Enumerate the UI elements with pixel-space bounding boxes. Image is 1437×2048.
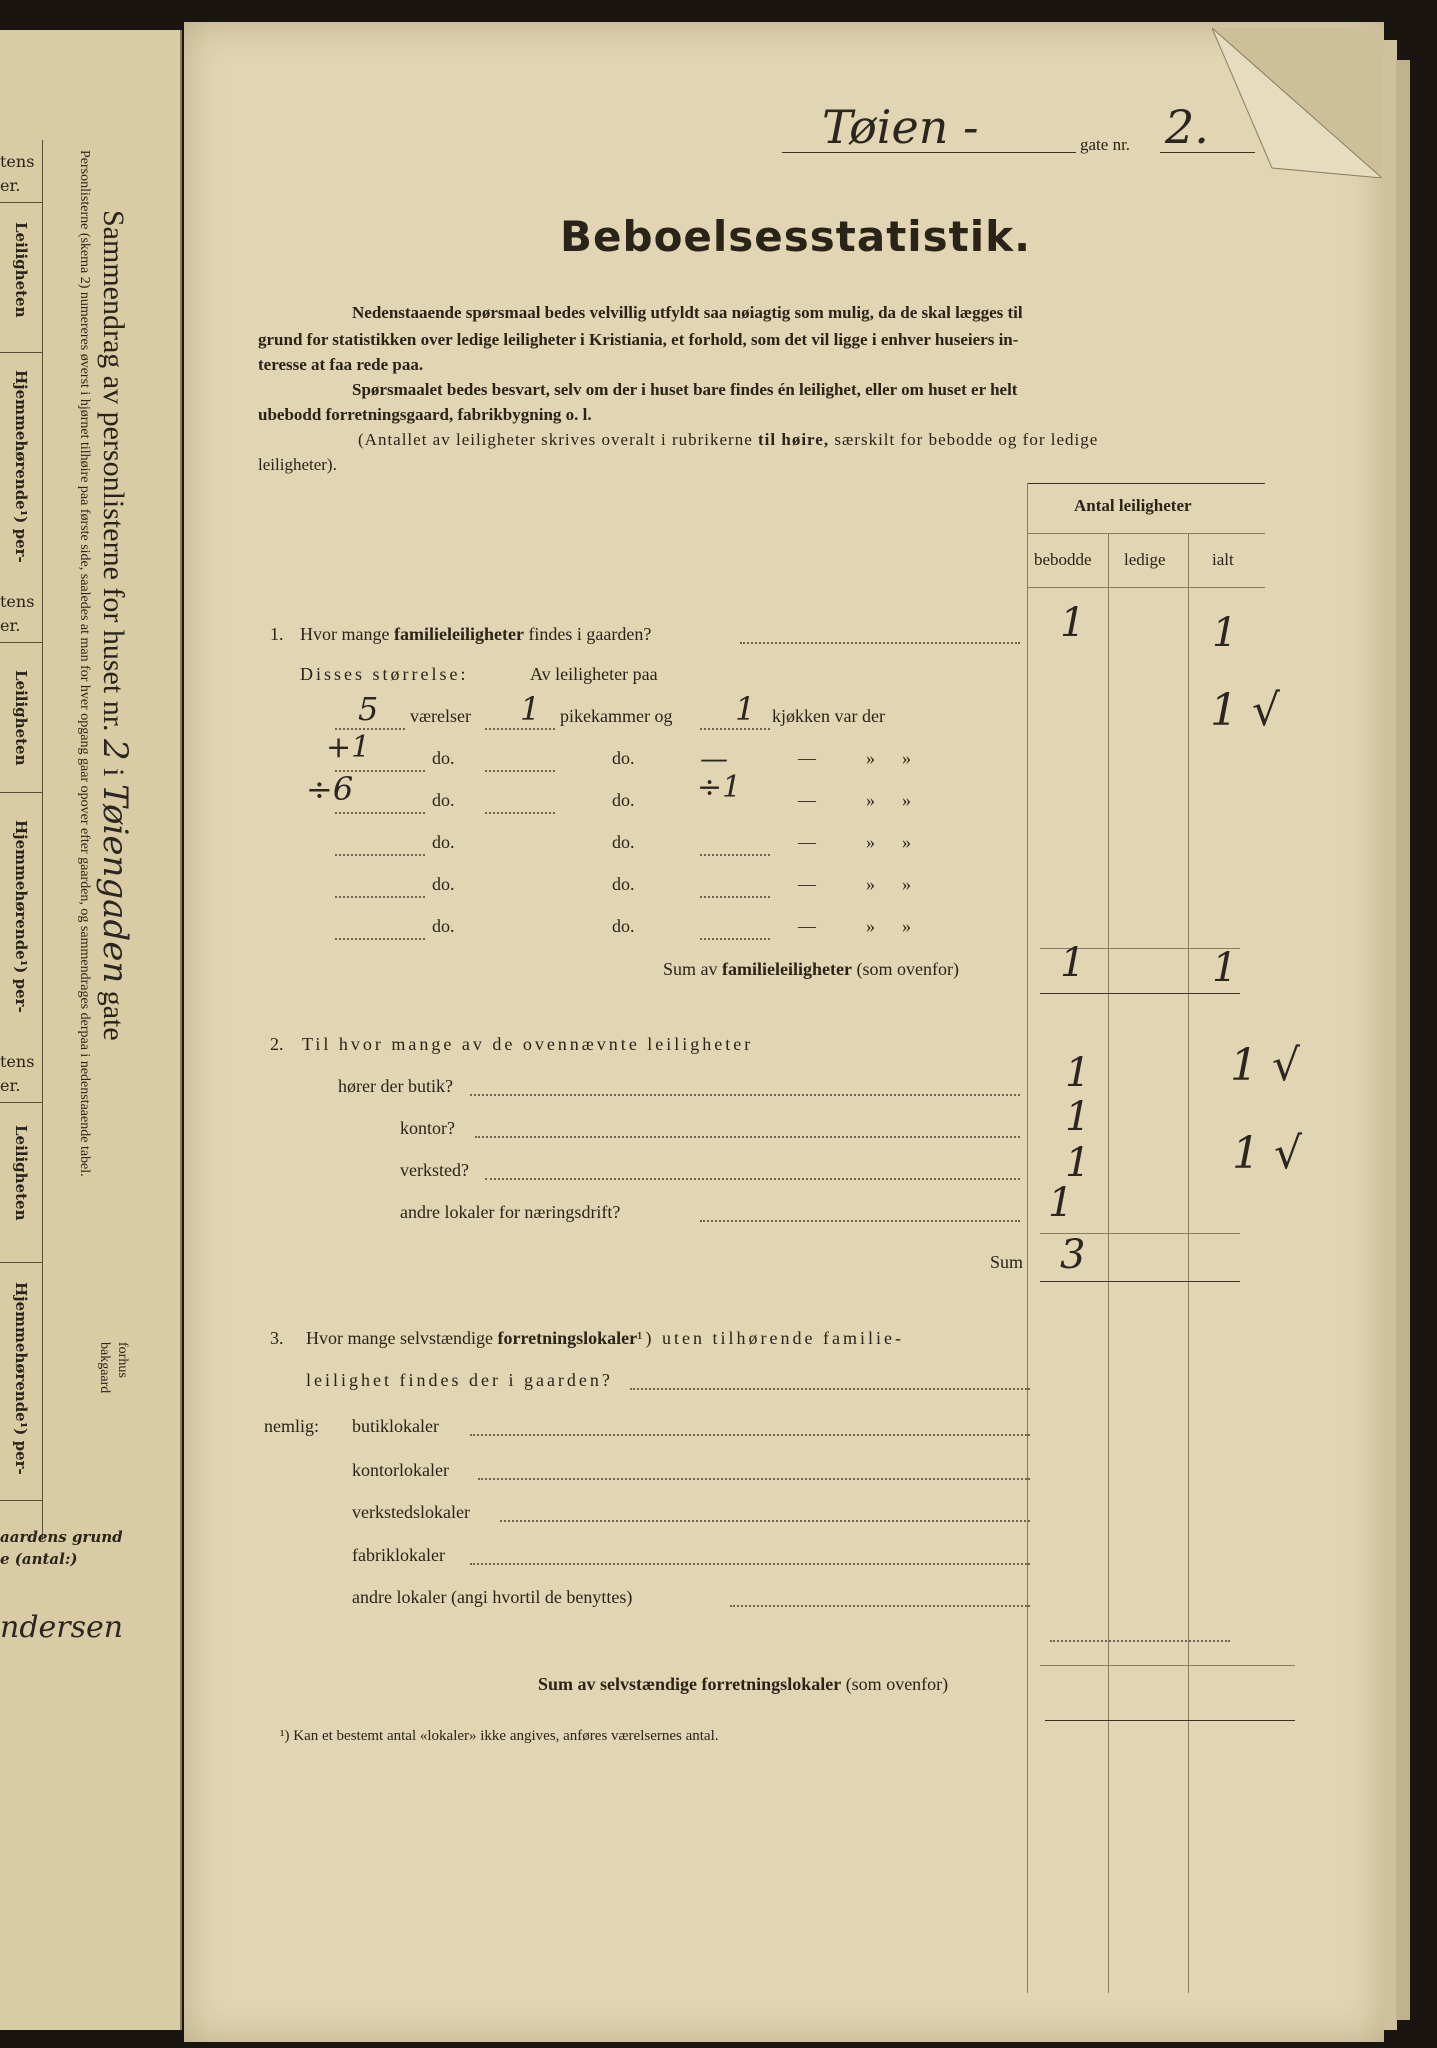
- left-col-leiligheten-3: Leiligheten: [12, 1125, 30, 1221]
- leader-dots: [630, 1388, 1030, 1390]
- intro-line-3: teresse at faa rede paa.: [258, 355, 424, 374]
- row2-hand-kjokken: —: [700, 742, 728, 775]
- left-col-hjemmehorende-2: Hjemmehørende¹) per-: [12, 820, 30, 1013]
- ditto-label: »: [902, 832, 911, 852]
- q3-text-b: forretningslokaler: [497, 1328, 638, 1348]
- folded-corner: [1212, 28, 1382, 178]
- q1-text-a: Hvor mange: [300, 624, 390, 644]
- do-label: do.: [432, 832, 455, 852]
- leader-dots: [485, 770, 555, 772]
- do-label: do.: [432, 874, 455, 894]
- street-line: [782, 152, 1076, 153]
- leader-dots: [335, 854, 425, 856]
- q2-verksted-ialt: 1 √: [1232, 1128, 1303, 1179]
- left-rule: [0, 1262, 42, 1263]
- q3-nemlig: nemlig:: [264, 1416, 319, 1436]
- col-header-ledige: ledige: [1124, 550, 1166, 569]
- intro-line-4: Spørsmaalet bedes besvart, selv om der i huset bare findes én leilighet, eller om huset er helt: [352, 380, 1018, 399]
- leader-dots: [700, 896, 770, 898]
- q3-text: [306, 1328, 904, 1349]
- q1-sum-b: familieleiligheter: [722, 959, 852, 979]
- q3-sum-b: forretningslokaler: [701, 1674, 842, 1694]
- q3-sum-a: Sum av selvstændige: [538, 1674, 698, 1694]
- row2-hand-rooms: +1: [326, 730, 371, 765]
- dash-label: —: [798, 790, 816, 810]
- q3-item-kontorlokaler: kontorlokaler: [352, 1460, 449, 1480]
- q2-andre-label: andre lokaler for næringsdrift?: [400, 1202, 621, 1222]
- table-top-rule: [1027, 483, 1265, 484]
- q3-text-line2: leilighet findes der i gaarden?: [306, 1370, 613, 1390]
- leader-dots: [475, 1136, 1020, 1138]
- q3-item-fabriklokaler: fabriklokaler: [352, 1545, 445, 1565]
- left-fragment-er-2: er.: [0, 616, 21, 635]
- left-signature: ndersen: [0, 1610, 124, 1645]
- q3-item-verkstedslokaler: verkstedslokaler: [352, 1502, 470, 1522]
- leader-dots: [478, 1478, 1030, 1480]
- left-col-hjemmehorende-3: Hjemmehørende¹) per-: [12, 1282, 30, 1475]
- ditto-label: »: [902, 874, 911, 894]
- leader-dots: [700, 1220, 1020, 1222]
- intro-6b: til høire,: [758, 430, 830, 449]
- q2-verksted-label: verksted?: [400, 1160, 469, 1180]
- leader-dots: [335, 770, 425, 772]
- left-rule: [0, 202, 42, 203]
- row3-hand-kjokken: ÷1: [697, 770, 742, 805]
- leader-dots: [335, 938, 425, 940]
- q2-text: Til hvor mange av de ovennævnte leiligheter: [302, 1034, 754, 1054]
- left-main-title: [95, 210, 135, 1041]
- left-col-hjemmehorende-1: Hjemmehørende¹) per-: [12, 370, 30, 563]
- left-column-divider: [42, 140, 43, 1540]
- row3-hand-rooms: ÷6: [306, 770, 354, 808]
- dash-label: —: [798, 916, 816, 936]
- left-gaardens-grund: aardens grund: [0, 1528, 123, 1546]
- leader-dots: [700, 854, 770, 856]
- row1-kjokken-value: 1: [735, 690, 756, 728]
- q1-sizes-label: Disses størrelse:: [300, 664, 469, 684]
- left-fragment-er-1: er.: [0, 176, 21, 195]
- q1-sum-label: [663, 959, 959, 980]
- left-rule: [0, 642, 42, 643]
- q2-sum-value: 3: [1060, 1232, 1086, 1278]
- left-rule: [0, 1102, 42, 1103]
- ditto-label: »: [866, 916, 875, 936]
- intro-line-5: ubebodd forretningsgaard, fabrikbygning o. l.: [258, 405, 592, 424]
- left-col-leiligheten-1: Leiligheten: [12, 222, 30, 318]
- q2-andre-value: 1: [1048, 1180, 1074, 1226]
- leader-dots: [700, 938, 770, 940]
- leader-dots: [485, 812, 555, 814]
- table-group-header: Antal leiligheter: [1074, 496, 1192, 515]
- page-title: Beboelsesstatistik.: [560, 212, 1032, 261]
- do-label: do.: [432, 748, 455, 768]
- do-label: do.: [432, 916, 455, 936]
- q1-text: [300, 624, 651, 645]
- dash-label: —: [798, 748, 816, 768]
- table-header-bottom-rule: [1027, 587, 1265, 588]
- q2-number: 2.: [270, 1034, 284, 1054]
- leader-dots: [500, 1520, 1030, 1522]
- left-fragment-tens-2: tens: [0, 592, 35, 611]
- row1-pike-value: 1: [520, 690, 541, 728]
- q1-bebodde-value: 1: [1060, 600, 1086, 646]
- leader-dots: [335, 896, 425, 898]
- leader-dots: [485, 728, 555, 730]
- table-header-rule: [1027, 533, 1265, 534]
- table-col-border: [1108, 533, 1109, 1993]
- row1-kjokken-label: kjøkken var der: [772, 706, 885, 726]
- left-title-gate: gate: [97, 990, 130, 1041]
- left-forhus: forhus: [115, 1342, 130, 1378]
- left-rule: [0, 1500, 42, 1501]
- leader-dots: [730, 1605, 1030, 1607]
- q2-butik-value: 1: [1065, 1050, 1091, 1096]
- q3-item-butiklokaler: butiklokaler: [352, 1416, 439, 1436]
- do-label: do.: [612, 832, 635, 852]
- table-rule: [1040, 1281, 1240, 1282]
- row1-vaerelser: værelser: [410, 706, 471, 726]
- q1-sum-c: (som ovenfor): [856, 959, 959, 979]
- left-fragment-tens-3: tens: [0, 1052, 35, 1071]
- street-name-handwritten: Tøien -: [822, 100, 979, 154]
- q2-butik-label: hører der butik?: [338, 1076, 453, 1096]
- ditto-label: »: [866, 748, 875, 768]
- do-label: do.: [612, 790, 635, 810]
- left-title-i: i: [97, 768, 130, 777]
- left-col-leiligheten-2: Leiligheten: [12, 670, 30, 766]
- row1-ialt-value: 1 √: [1210, 685, 1281, 736]
- left-fragment-tens-1: tens: [0, 152, 35, 171]
- q1-sizes-label2: Av leiligheter paa: [530, 664, 658, 684]
- q2-kontor-value: 1: [1065, 1094, 1091, 1140]
- q3-text-c: ¹) uten tilhørende familie-: [637, 1328, 904, 1348]
- q3-sum-c: (som ovenfor): [845, 1674, 949, 1694]
- table-col-border: [1027, 483, 1028, 1993]
- ditto-label: »: [902, 748, 911, 768]
- q3-text-a: Hvor mange selvstændige: [306, 1328, 493, 1348]
- leader-dots: [470, 1434, 1030, 1436]
- q1-sum-a: Sum av: [663, 959, 718, 979]
- left-small-instructions: Personlisterne (skema 2) numereres øverst i hjørnet tilhøire paa første side, saaledes at man for hver opgang gaar opover efter gaarden, og sammendrages derpaa i nedenstaaende tabel.: [77, 150, 92, 1177]
- leader-dots: [470, 1563, 1030, 1565]
- table-col-border: [1188, 533, 1189, 1993]
- gate-nr-line: [1160, 152, 1255, 153]
- leader-dots: [1050, 1640, 1230, 1642]
- left-summary-page: [0, 30, 182, 2030]
- page-stack-edge: [1396, 60, 1410, 2020]
- do-label: do.: [612, 874, 635, 894]
- leader-dots: [485, 1178, 1020, 1180]
- q1-sum-ialt: 1: [1212, 945, 1238, 991]
- row1-pikekammer: pikekammer og: [560, 706, 673, 726]
- col-header-bebodde: bebodde: [1034, 550, 1092, 569]
- intro-line-2: grund for statistikken over ledige leiligheter i Kristiania, et forhold, som det vil ligge i enhver huseiers in-: [258, 330, 1019, 349]
- q2-sum-label: Sum: [990, 1252, 1024, 1272]
- left-fragment-er-3: er.: [0, 1076, 21, 1095]
- q1-text-b: familieleiligheter: [393, 624, 524, 644]
- left-title-text: Sammendrag av personlisterne for huset nr.: [97, 210, 130, 732]
- q2-butik-ialt: 1 √: [1230, 1040, 1301, 1091]
- ditto-label: »: [866, 790, 875, 810]
- intro-line-7: leiligheter).: [258, 455, 337, 474]
- row1-rooms-value: 5: [358, 690, 379, 728]
- ditto-label: »: [902, 790, 911, 810]
- q1-text-c: findes i gaarden?: [528, 624, 652, 644]
- q2-verksted-value: 1: [1065, 1140, 1091, 1186]
- left-hand-number: 2: [95, 739, 135, 761]
- intro-line-1: Nedenstaaende spørsmaal bedes velvillig utfyldt saa nøiagtig som mulig, da de skal lægges til: [352, 303, 1023, 322]
- q3-number: 3.: [270, 1328, 284, 1348]
- left-rule: [0, 792, 42, 793]
- q1-number: 1.: [270, 624, 284, 644]
- do-label: do.: [612, 916, 635, 936]
- leader-dots: [740, 642, 1020, 644]
- table-rule: [1045, 1720, 1295, 1721]
- q1-ialt-value: 1: [1212, 610, 1238, 656]
- dash-label: —: [798, 874, 816, 894]
- intro-6c: særskilt for bebodde og for ledige: [834, 430, 1099, 449]
- leader-dots: [700, 728, 770, 730]
- intro-line-6: [358, 430, 1098, 450]
- q3-sum-label: [538, 1674, 948, 1695]
- do-label: do.: [612, 748, 635, 768]
- left-antal: e (antal:): [0, 1550, 78, 1568]
- dash-label: —: [798, 832, 816, 852]
- ditto-label: »: [866, 832, 875, 852]
- footnote: ¹) Kan et bestemt antal «lokaler» ikke angives, anføres værelsernes antal.: [280, 1728, 719, 1744]
- left-bakgaard: bakgaard: [97, 1342, 112, 1394]
- table-rule: [1040, 993, 1240, 994]
- intro-6a: (Antallet av leiligheter skrives overalt i rubrikerne: [358, 430, 753, 449]
- gate-nr-handwritten: 2.: [1165, 100, 1209, 154]
- q3-item-andre: andre lokaler (angi hvortil de benyttes): [352, 1587, 633, 1607]
- q2-kontor-label: kontor?: [400, 1118, 455, 1138]
- table-rule: [1040, 1665, 1295, 1666]
- q1-sum-bebodde: 1: [1060, 940, 1086, 986]
- left-hand-street: Tøiengaden: [95, 784, 135, 984]
- leader-dots: [470, 1094, 1020, 1096]
- do-label: do.: [432, 790, 455, 810]
- left-rule: [0, 352, 42, 353]
- ditto-label: »: [866, 874, 875, 894]
- leader-dots: [335, 812, 425, 814]
- gate-nr-label: gate nr.: [1080, 135, 1131, 154]
- ditto-label: »: [902, 916, 911, 936]
- col-header-ialt: ialt: [1212, 550, 1234, 569]
